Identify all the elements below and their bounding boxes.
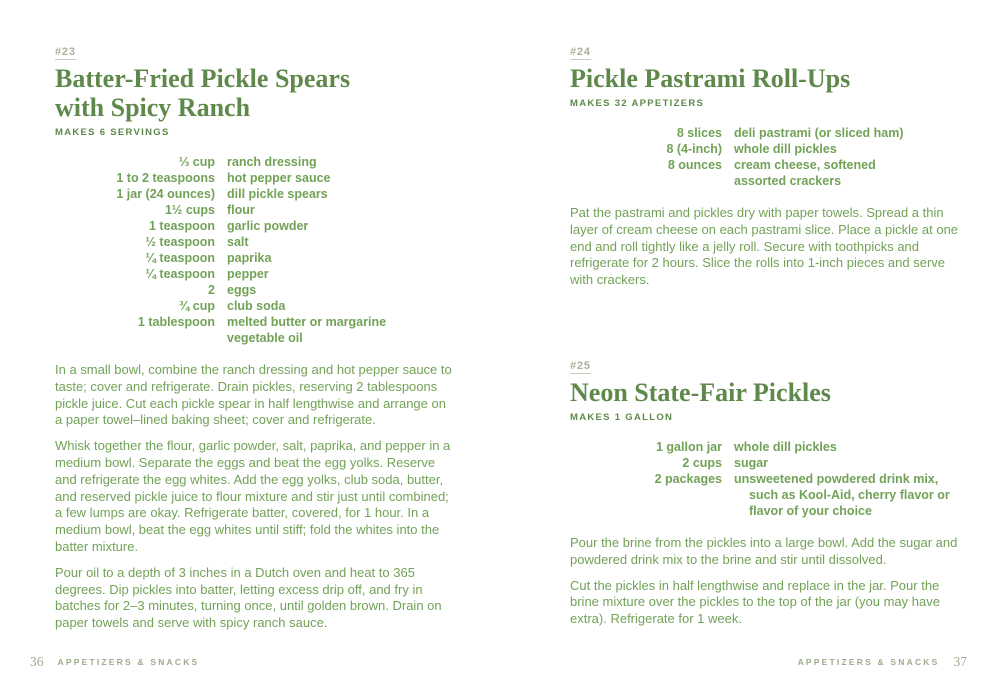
ingredient-name: salt: [227, 235, 249, 249]
ingredient-name: whole dill pickles: [734, 142, 837, 156]
instruction-paragraph: Cut the pickles in half lengthwise and replace in the jar. Pour the brine mixture over the pickles to the top of the jar (you may have extra). Refrigerate for 1 week.: [570, 577, 940, 627]
ingredient-quantity: 2 packages: [654, 472, 722, 486]
recipe-25: [570, 356, 972, 637]
recipe-title: [55, 64, 457, 122]
ingredient-quantity: 8 slices: [676, 126, 722, 140]
ingredient-quantity: 1 teaspoon: [149, 219, 215, 233]
ingredient-quantity: 1 tablespoon: [137, 315, 215, 329]
ingredient-row: [570, 455, 972, 471]
ingredient-quantity: ¼ teaspoon: [145, 251, 215, 265]
ingredient-name: dill pickle spears: [227, 187, 328, 201]
instruction-paragraph: Pat the pastrami and pickles dry with paper towels. Spread a thin layer of cream cheese on each pastrami slice. Place a pickle at one end and roll tightly like a jelly roll. Secure with toothpicks and refrigerate for 2 hours. Slice the rolls into 1-inch pieces and serve with crackers.: [570, 205, 959, 288]
instruction-paragraph: Pour the brine from the pickles into a large bowl. Add the sugar and powdered drink mix to the brine and stir until dissolved.: [570, 535, 958, 567]
ingredient-name: whole dill pickles: [734, 440, 837, 454]
ingredient-name: hot pepper sauce: [227, 171, 331, 185]
ingredient-name: paprika: [227, 251, 272, 265]
ingredient-name: garlic powder: [227, 219, 309, 233]
ingredient-quantity: 8 (4-inch): [666, 142, 722, 156]
ingredient-name: deli pastrami (or sliced ham): [734, 126, 904, 140]
ingredient-name: pepper: [227, 267, 269, 281]
ingredient-quantity: ¼ teaspoon: [145, 267, 215, 281]
ingredient-row: [570, 173, 972, 189]
ingredient-name: unsweetened powdered drink mix, such as Kool-Aid, cherry flavor or flavor of your choice: [734, 472, 950, 518]
ingredient-row: [55, 154, 457, 170]
ingredient-quantity: 1½ cups: [164, 203, 215, 217]
instructions: [570, 205, 972, 289]
recipe-number-label: #24: [570, 46, 591, 58]
ingredient-quantity: 1 gallon jar: [656, 440, 722, 454]
yield-label: MAKES 6 SERVINGS: [55, 127, 170, 138]
ingredient-row: [55, 170, 457, 186]
ingredient-name: assorted crackers: [734, 174, 842, 188]
instruction-paragraph: Whisk together the flour, garlic powder, salt, paprika, and pepper in a medium bowl. Separate the eggs and beat the egg yolks. Reserve and refrigerate the egg whites. Add the egg yolks, club soda, butter, and reserved pickle juice to flour mixture and stir just until combined; a few lumps are okay. Refrigerate batter, covered, for 1 hour. In a medium bowl, beat the egg whites until stiff; fold the whites into the batter mixture.: [55, 438, 451, 554]
ingredient-row: [55, 282, 457, 298]
ingredient-name: club soda: [227, 299, 286, 313]
instruction-paragraph: Pour oil to a depth of 3 inches in a Dutch oven and heat to 365 degrees. Dip pickles into batter, letting excess drip off, and fry in batches for 2–3 minutes, turning once, until golden brown. Drain on paper towels and serve with spicy ranch sauce.: [55, 564, 442, 631]
ingredient-row: [55, 186, 457, 202]
ingredient-row: [55, 250, 457, 266]
ingredient-row: [55, 314, 457, 330]
ingredient-quantity: 1 jar (24 ounces): [116, 187, 215, 201]
ingredient-row: [570, 157, 972, 173]
page-number: 37: [953, 654, 967, 669]
ingredient-name: cream cheese, softened: [734, 158, 876, 172]
ingredient-quantity: 2 cups: [682, 456, 722, 470]
recipe-title-line: Batter-Fried Pickle Spears: [55, 64, 351, 93]
ingredient-quantity: ⅓ cup: [178, 155, 215, 169]
ingredient-name: eggs: [227, 283, 257, 297]
recipe-number-label: #25: [570, 360, 591, 372]
ingredient-row: [55, 234, 457, 250]
ingredients-list: [570, 439, 972, 519]
ingredient-name: ranch dressing: [227, 155, 317, 169]
ingredient-quantity: 8 ounces: [667, 158, 722, 172]
ingredient-quantity: 1 to 2 teaspoons: [116, 171, 215, 185]
recipe-title: [570, 64, 972, 93]
yield-label: MAKES 1 GALLON: [570, 412, 674, 423]
ingredient-name: sugar: [734, 456, 769, 470]
recipe-title-line: with Spicy Ranch: [55, 93, 251, 122]
recipe-title-line: Pickle Pastrami Roll-Ups: [570, 64, 851, 93]
ingredient-row: [55, 218, 457, 234]
ingredient-row: [570, 439, 972, 455]
right-page-footer: [798, 654, 967, 670]
ingredient-name: flour: [227, 203, 255, 217]
ingredient-name: melted butter or margarine: [227, 315, 387, 329]
section-label: APPETIZERS & SNACKS: [797, 657, 940, 667]
page-number: 36: [30, 654, 44, 669]
left-page-footer: [30, 654, 199, 670]
ingredient-row: [55, 298, 457, 314]
recipe-24: [570, 42, 972, 298]
yield-label: MAKES 32 APPETIZERS: [570, 98, 705, 109]
recipe-title-line: Neon State-Fair Pickles: [570, 378, 831, 407]
ingredient-quantity: ½ teaspoon: [145, 235, 215, 249]
recipe-title: [570, 378, 972, 407]
instruction-paragraph: In a small bowl, combine the ranch dressing and hot pepper sauce to taste; cover and refrigerate. Drain pickles, reserving 2 tablespoons pickle juice. Cut each pickle spear in half lengthwise and arrange on a paper towel–lined baking sheet; cover and refrigerate.: [55, 362, 452, 428]
ingredients-list: [55, 154, 457, 346]
recipe-23: [55, 42, 457, 641]
ingredient-quantity: 2: [208, 283, 215, 297]
ingredient-row: [55, 266, 457, 282]
instructions: [570, 535, 972, 628]
ingredient-row: [55, 330, 457, 346]
ingredient-quantity: ¾ cup: [178, 299, 215, 313]
section-label: APPETIZERS & SNACKS: [57, 657, 200, 667]
ingredients-list: [570, 125, 972, 189]
instructions: [55, 362, 457, 632]
ingredient-row: [55, 202, 457, 218]
recipe-number-label: #23: [55, 46, 76, 58]
ingredient-row: [570, 141, 972, 157]
ingredient-row: [570, 471, 972, 519]
ingredient-row: [570, 125, 972, 141]
ingredient-name: vegetable oil: [227, 331, 303, 345]
